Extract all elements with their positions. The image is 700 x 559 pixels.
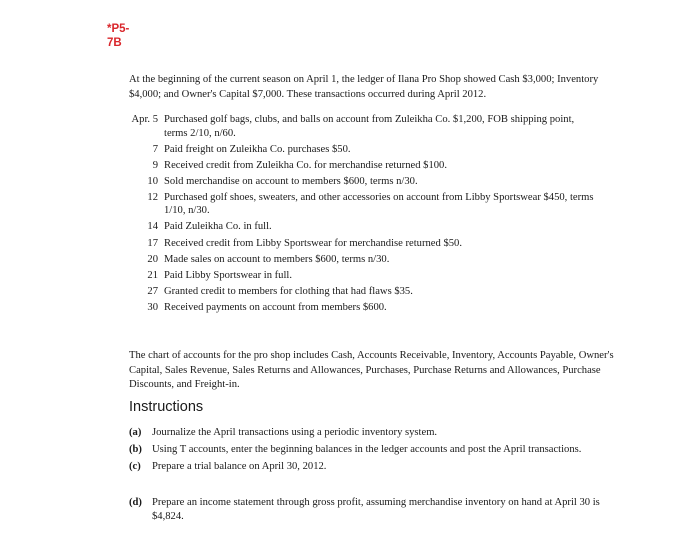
transaction-date: 10 [147,175,158,187]
transaction-text: Received payments on account from members $600. [164,301,387,313]
transaction-date: 9 [152,159,158,171]
transaction-item [129,143,599,157]
instruction-text: Using T accounts, enter the beginning balances in the ledger accounts and post the April transactions. [152,444,582,455]
transaction-text: Received credit from Zuleikha Co. for merchandise returned $100. [164,159,447,171]
transaction-text: Paid freight on Zuleikha Co. purchases $50. [164,143,351,155]
problem-number-line-1: *P5- [107,23,130,35]
problem-number-label [107,22,129,50]
transaction-item [129,301,599,315]
transaction-item [129,269,599,283]
transaction-date: 27 [147,285,158,297]
transaction-item [129,220,599,234]
transaction-item [129,159,599,173]
transaction-item [129,175,599,189]
transaction-date: Apr. 5 [131,114,158,125]
transaction-text: Paid Zuleikha Co. in full. [164,221,272,233]
instruction-text: Prepare an income statement through gross profit, assuming merchandise inventory on hand at April 30 is $4,824. [152,497,600,522]
instruction-item [129,426,617,440]
transaction-item [129,113,599,140]
transaction-date: 12 [147,191,158,203]
chart-of-accounts-paragraph: The chart of accounts for the pro shop includes Cash, Accounts Receivable, Inventory, Accounts Payable, Owner's Capital, Sales Revenue, Sales Returns and Allowances, Purchases, Purchase Returns and Allowances, Purchase Discounts, and Freight-in. [129,350,614,390]
problem-intro: At the beginning of the current season on April 1, the ledger of Ilana Pro Shop showed Cash $3,000; Inventory $4,000; and Owner's Capital $7,000. These transactions occurred during April 2012. [129,74,599,100]
transaction-item [129,285,599,299]
transaction-item [129,253,599,267]
transaction-text: Received credit from Libby Sportswear for merchandise returned $50. [164,237,462,249]
transaction-date: 7 [152,143,158,155]
transaction-date: 21 [147,269,158,281]
instruction-item [129,443,617,457]
transaction-text: Purchased golf bags, clubs, and balls on account from Zuleikha Co. $1,200, FOB shipping point, terms 2/10, n/60. [164,114,575,139]
transaction-date: 20 [147,253,158,265]
problem-number-line-2: 7B [107,37,122,49]
transaction-item [129,191,599,218]
instructions-heading: Instructions [129,399,204,415]
instruction-letter: (c) [129,461,141,472]
transaction-text: Paid Libby Sportswear in full. [164,269,292,281]
transaction-list [129,113,599,317]
instructions-list [129,426,617,524]
instruction-letter: (b) [129,444,142,455]
transaction-item [129,237,599,251]
instruction-letter: (a) [129,427,142,438]
instruction-text: Journalize the April transactions using a periodic inventory system. [152,427,438,438]
transaction-text: Sold merchandise on account to members $600, terms n/30. [164,175,418,187]
instruction-text: Prepare a trial balance on April 30, 2012. [152,461,327,472]
instruction-item [129,460,617,474]
instruction-item [129,496,617,524]
transaction-date: 17 [147,237,158,249]
transaction-date: 30 [147,301,158,313]
transaction-text: Granted credit to members for clothing that had flaws $35. [164,285,413,297]
transaction-date: 14 [147,221,158,233]
transaction-text: Made sales on account to members $600, terms n/30. [164,253,390,265]
transaction-text: Purchased golf shoes, sweaters, and other accessories on account from Libby Sportswear $450, terms 1/10, n/30. [164,191,594,217]
instruction-letter: (d) [129,497,142,508]
